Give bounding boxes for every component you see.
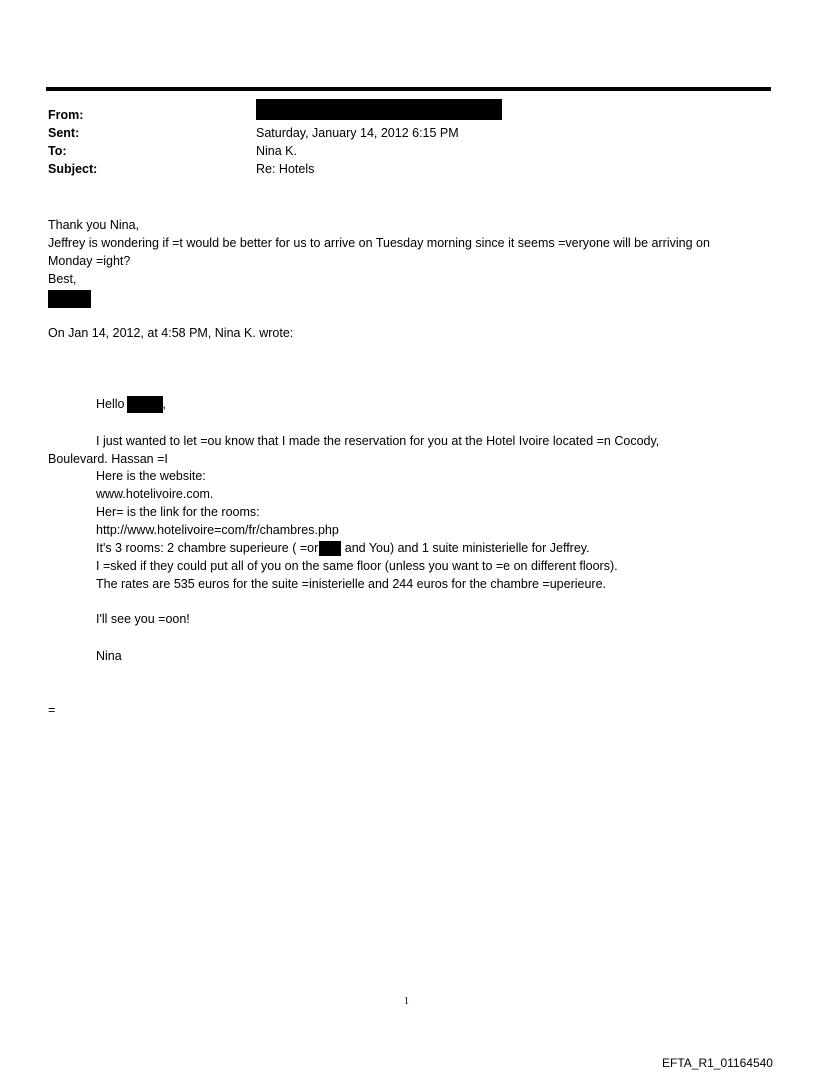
bates-number: EFTA_R1_01164540 [662, 1056, 773, 1070]
from-label: From: [48, 108, 84, 122]
quoted-rates: The rates are 535 euros for the suite =inisterielle and 244 euros for the chambre =uperieure. [96, 577, 607, 591]
quoted-signature: Nina [96, 649, 122, 663]
quoted-p1-cont: Boulevard. Hassan =I [48, 452, 168, 466]
sent-value: Saturday, January 14, 2012 6:15 PM [256, 126, 459, 140]
quote-header: On Jan 14, 2012, at 4:58 PM, Nina K. wrote: [48, 326, 294, 340]
reply-line-1: Jeffrey is wondering if =t would be better for us to arrive on Tuesday morning since it seems =veryone will be arriving on [48, 236, 710, 250]
reply-greeting: Thank you Nina, [48, 218, 140, 232]
hello-punct: , [162, 397, 166, 411]
subject-value: Re: Hotels [256, 162, 315, 176]
reply-signoff: Best, [48, 272, 77, 286]
quoted-asked: I =sked if they could put all of you on the same floor (unless you want to =e on different floors). [96, 559, 618, 573]
quoted-p1: I just wanted to let =ou know that I made the reservation for you at the Hotel Ivoire located =n Cocody, [96, 434, 660, 448]
to-label: To: [48, 144, 67, 158]
quoted-hello [96, 395, 166, 413]
hello-word: Hello [96, 397, 125, 411]
rooms-detail-a: It's 3 rooms: 2 chambre superieure ( =or [96, 541, 319, 555]
quoted-rooms-intro: Her= is the link for the rooms: [96, 505, 260, 519]
recipient-name-redaction [127, 396, 163, 413]
trailing-equals: = [48, 703, 56, 717]
header-rule [46, 87, 771, 91]
to-row [48, 144, 768, 162]
page-number: 1 [404, 996, 409, 1007]
sent-label: Sent: [48, 126, 80, 140]
quoted-see-you: I'll see you =oon! [96, 612, 190, 626]
from-redaction [256, 99, 502, 120]
sender-name-redaction [48, 289, 91, 308]
quoted-rooms-link: http://www.hotelivoire=com/fr/chambres.php [96, 523, 339, 537]
reply-line-2: Monday =ight? [48, 254, 131, 268]
to-value: Nina K. [256, 144, 297, 158]
quoted-website: www.hotelivoire.com. [96, 487, 214, 501]
subject-label: Subject: [48, 162, 98, 176]
quoted-website-intro: Here is the website: [96, 469, 206, 483]
rooms-detail-b: and You) and 1 suite ministerielle for Jeffrey. [341, 541, 590, 555]
guest-name-redaction [319, 541, 341, 556]
subject-row [48, 162, 768, 180]
sent-row [48, 126, 768, 144]
quoted-rooms-detail [96, 539, 590, 557]
from-row [48, 108, 768, 126]
